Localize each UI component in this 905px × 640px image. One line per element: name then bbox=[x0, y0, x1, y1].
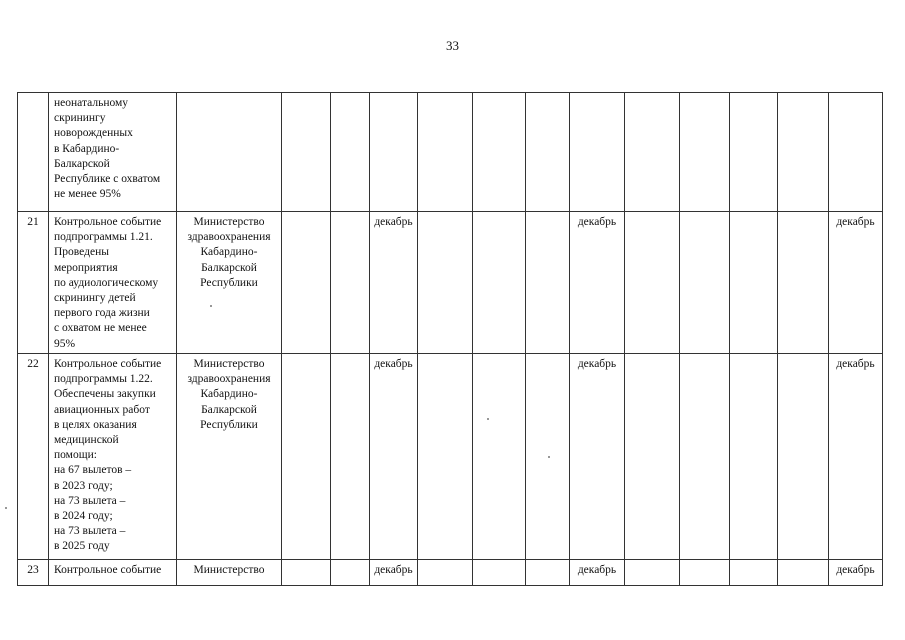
empty-cell bbox=[730, 93, 778, 212]
empty-cell bbox=[418, 560, 473, 586]
empty-cell bbox=[282, 212, 331, 354]
empty-cell bbox=[418, 212, 473, 354]
row-number: 21 bbox=[18, 212, 49, 354]
row-number: 22 bbox=[18, 354, 49, 560]
responsible-organization: Министерство здравоохранения Кабардино- Балкарской Республики bbox=[177, 212, 282, 354]
deadline-cell: декабрь bbox=[570, 212, 625, 354]
event-description: Контрольное событие подпрограммы 1.21. Проведены мероприятия по аудиологическому скринингу детей первого года жизни с охватом не менее 95% bbox=[49, 212, 177, 354]
row-number bbox=[18, 93, 49, 212]
responsible-organization bbox=[177, 93, 282, 212]
empty-cell bbox=[331, 560, 370, 586]
empty-cell bbox=[526, 560, 570, 586]
empty-cell bbox=[331, 354, 370, 560]
table-row bbox=[18, 212, 883, 354]
deadline-cell: декабрь bbox=[570, 560, 625, 586]
scan-speck bbox=[487, 418, 489, 420]
empty-cell bbox=[778, 93, 829, 212]
empty-cell bbox=[526, 93, 570, 212]
empty-cell bbox=[730, 560, 778, 586]
deadline-cell: декабрь bbox=[829, 354, 883, 560]
deadline-cell: декабрь bbox=[370, 560, 418, 586]
schedule-table bbox=[17, 92, 883, 586]
responsible-organization: Министерство здравоохранения Кабардино- Балкарской Республики bbox=[177, 354, 282, 560]
deadline-cell: декабрь bbox=[829, 560, 883, 586]
event-description: Контрольное событие подпрограммы 1.22. Обеспечены закупки авиационных работ в целях оказания медицинской помощи: на 67 вылетов – в 2023 году; на 73 вылета – в 2024 году; на 73 вылета – в 2025 году bbox=[49, 354, 177, 560]
empty-cell bbox=[625, 93, 680, 212]
deadline-cell bbox=[370, 93, 418, 212]
empty-cell bbox=[473, 93, 526, 212]
empty-cell bbox=[473, 354, 526, 560]
empty-cell bbox=[680, 560, 730, 586]
deadline-cell: декабрь bbox=[370, 354, 418, 560]
deadline-cell bbox=[829, 93, 883, 212]
empty-cell bbox=[473, 560, 526, 586]
event-description: неонатальному скринингу новорожденных в Кабардино- Балкарской Республике с охватом не менее 95% bbox=[49, 93, 177, 212]
empty-cell bbox=[625, 354, 680, 560]
empty-cell bbox=[331, 93, 370, 212]
deadline-cell: декабрь bbox=[829, 212, 883, 354]
empty-cell bbox=[473, 212, 526, 354]
empty-cell bbox=[730, 212, 778, 354]
scan-speck bbox=[5, 507, 7, 509]
empty-cell bbox=[778, 212, 829, 354]
row-number: 23 bbox=[18, 560, 49, 586]
responsible-organization: Министерство bbox=[177, 560, 282, 586]
deadline-cell: декабрь bbox=[570, 354, 625, 560]
table-row bbox=[18, 354, 883, 560]
scan-speck bbox=[210, 305, 212, 307]
empty-cell bbox=[778, 354, 829, 560]
empty-cell bbox=[282, 93, 331, 212]
empty-cell bbox=[625, 560, 680, 586]
empty-cell bbox=[680, 93, 730, 212]
empty-cell bbox=[331, 212, 370, 354]
table-row bbox=[18, 93, 883, 212]
empty-cell bbox=[680, 212, 730, 354]
empty-cell bbox=[418, 354, 473, 560]
empty-cell bbox=[730, 354, 778, 560]
table-row bbox=[18, 560, 883, 586]
empty-cell bbox=[282, 560, 331, 586]
empty-cell bbox=[625, 212, 680, 354]
empty-cell bbox=[282, 354, 331, 560]
empty-cell bbox=[418, 93, 473, 212]
scan-speck bbox=[548, 456, 550, 458]
empty-cell bbox=[680, 354, 730, 560]
empty-cell bbox=[778, 560, 829, 586]
event-description: Контрольное событие bbox=[49, 560, 177, 586]
empty-cell bbox=[526, 212, 570, 354]
page-number: 33 bbox=[446, 38, 459, 53]
deadline-cell: декабрь bbox=[370, 212, 418, 354]
deadline-cell bbox=[570, 93, 625, 212]
